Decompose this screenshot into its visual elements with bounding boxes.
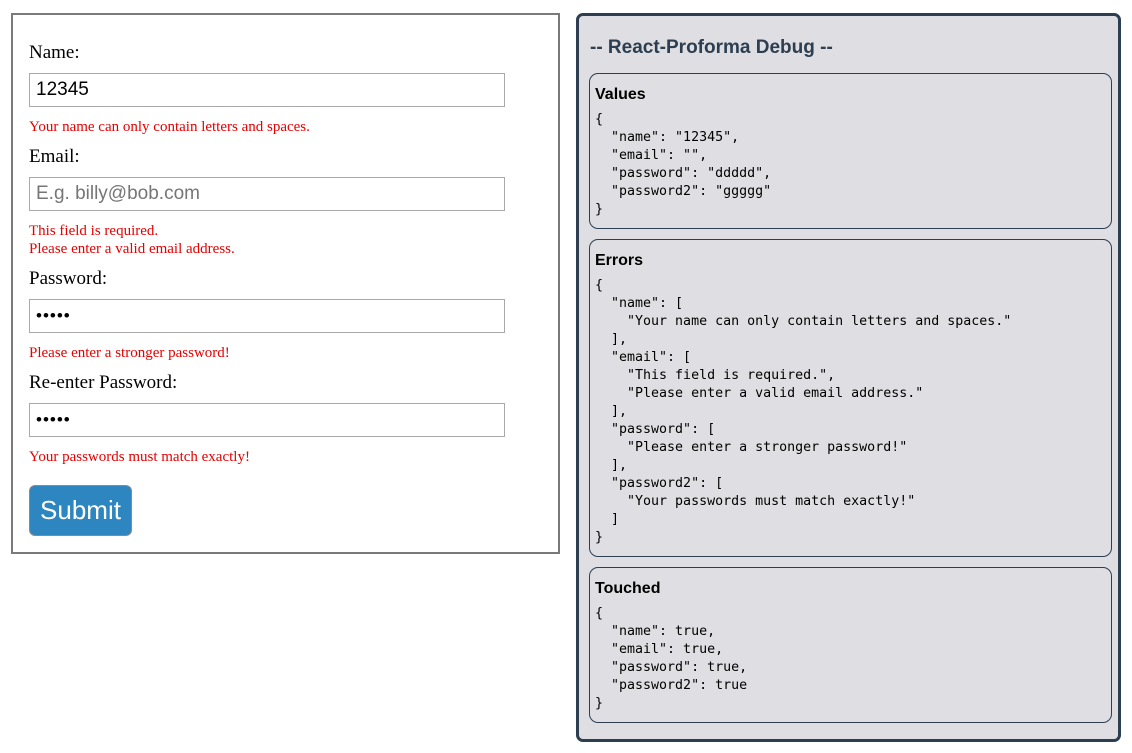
errors-json: { "name": [ "Your name can only contain letters and spaces." ], "email": [ "This field is required.", "Please enter a valid email address." ], "password": [ "Please enter a stronger password!" ], "password2": [ "Your passwords must match exactly!" ] } bbox=[595, 278, 1012, 545]
password-input[interactable] bbox=[29, 299, 505, 333]
debug-touched-box bbox=[589, 567, 1112, 723]
debug-values-box bbox=[589, 73, 1112, 229]
values-title: Values bbox=[595, 86, 646, 103]
password2-label: Re-enter Password: bbox=[29, 372, 178, 393]
name-label: Name: bbox=[29, 42, 80, 63]
password2-input[interactable] bbox=[29, 403, 505, 437]
email-label: Email: bbox=[29, 146, 80, 167]
debug-panel bbox=[576, 13, 1121, 742]
signup-form bbox=[11, 13, 560, 554]
password-error: Please enter a stronger password! bbox=[29, 345, 230, 361]
email-error-required: This field is required. bbox=[29, 223, 159, 239]
password-label: Password: bbox=[29, 268, 108, 289]
email-input[interactable] bbox=[29, 177, 505, 211]
debug-title: -- React-Proforma Debug -- bbox=[590, 37, 833, 58]
submit-button[interactable]: Submit bbox=[29, 485, 132, 536]
name-input[interactable] bbox=[29, 73, 505, 107]
name-error: Your name can only contain letters and spaces. bbox=[29, 119, 310, 135]
touched-json: { "name": true, "email": true, "password": true, "password2": true } bbox=[595, 606, 748, 711]
values-json: { "name": "12345", "email": "", "password": "ddddd", "password2": "ggggg" } bbox=[595, 112, 772, 217]
debug-errors-box bbox=[589, 239, 1112, 557]
touched-title: Touched bbox=[595, 580, 661, 597]
email-error-invalid: Please enter a valid email address. bbox=[29, 241, 235, 257]
errors-title: Errors bbox=[595, 252, 644, 269]
password2-error: Your passwords must match exactly! bbox=[29, 449, 250, 465]
